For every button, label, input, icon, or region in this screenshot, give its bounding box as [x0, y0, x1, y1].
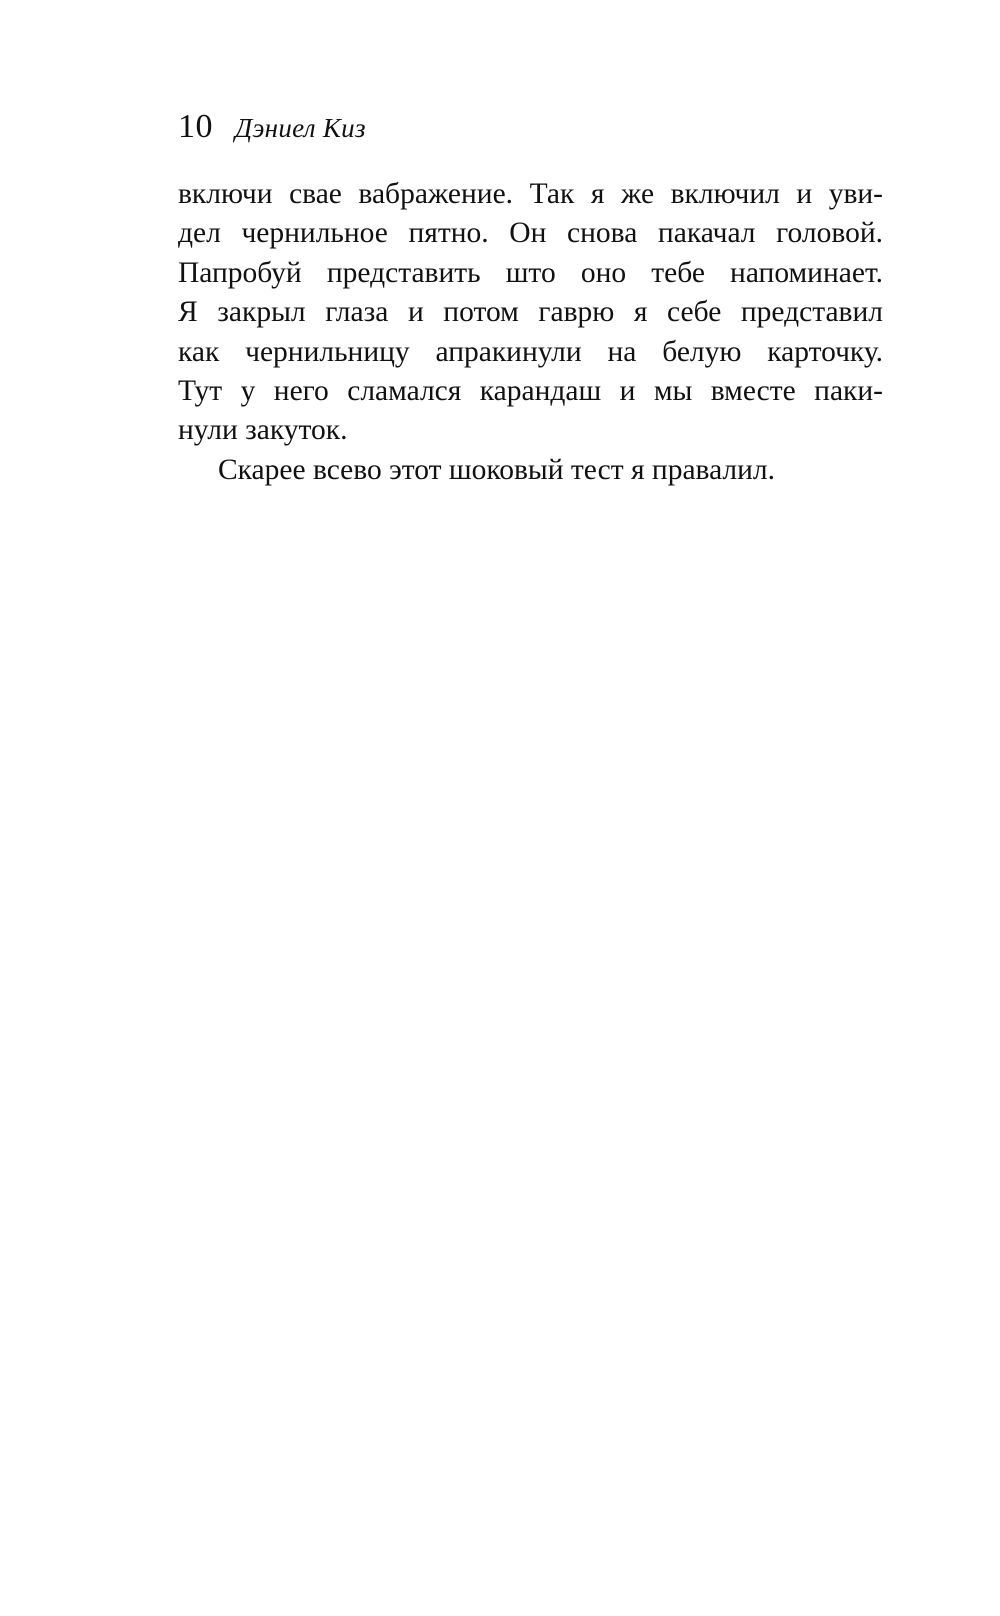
- text-line: Тут у него сламался карандаш и мы вместе паки-: [178, 375, 883, 408]
- text-line: включи свае вабражение. Так я же включил и уви-: [178, 178, 883, 210]
- page-number: 10: [178, 108, 213, 145]
- paragraph: [178, 175, 883, 451]
- text-line: Скарее всево этот шоковый тест я правалил.: [218, 453, 776, 486]
- text-line: нули закуток.: [178, 414, 348, 447]
- text-line: как чернильницу апракинули на белую карточку.: [178, 335, 883, 368]
- text-line: дел чернильное пятно. Он снова пакачал головой.: [178, 217, 883, 250]
- body-text: [178, 175, 883, 490]
- author-name: Дэниел Киз: [235, 113, 366, 143]
- running-header: [178, 108, 366, 146]
- paragraph: [178, 451, 883, 490]
- text-line: Я закрыл глаза и потом гаврю я себе представил: [178, 296, 883, 329]
- text-line: Папробуй представить што оно тебе напоминает.: [178, 256, 883, 289]
